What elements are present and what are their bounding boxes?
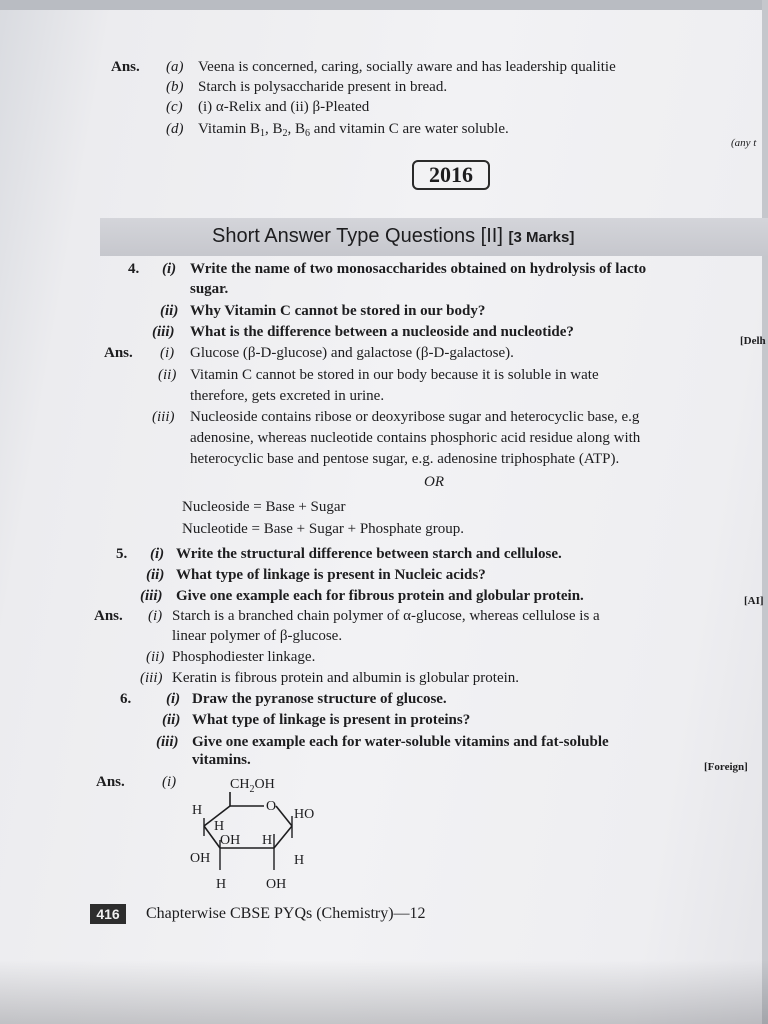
q5-ans-iii-marker: (iii) bbox=[140, 670, 163, 686]
q4-part-iii-text: What is the difference between a nucleoside and nucleotide? bbox=[190, 324, 574, 340]
section-title: Short Answer Type Questions [II] [3 Marks] bbox=[212, 225, 575, 247]
q5-source-tag: [AI] bbox=[744, 595, 764, 607]
ring-bond-c2-c1 bbox=[274, 826, 292, 848]
h-label-c4-top: H bbox=[192, 803, 203, 818]
ring-bond-o-c1 bbox=[276, 806, 292, 826]
section-marks: [3 Marks] bbox=[508, 229, 575, 246]
q5-ans-ii-marker: (ii) bbox=[146, 649, 165, 665]
answer-text-d: Vitamin $B_1$, $B_2$, $B_6$ and vitamin C are water soluble. bbox=[198, 121, 509, 139]
page-number: 416 bbox=[90, 904, 126, 924]
q5-part-i-text: Write the structural difference between starch and cellulose. bbox=[176, 546, 562, 562]
q5-ans-i-marker: (i) bbox=[148, 608, 163, 624]
page-top-edge bbox=[0, 0, 768, 10]
q5-part-iii-text: Give one example each for fibrous protein and globular protein. bbox=[176, 588, 584, 604]
ch2oh-label: $CH_2OH$ bbox=[230, 777, 275, 795]
answer-text-b: Starch is polysaccharide present in bread. bbox=[198, 79, 448, 95]
q4-source-tag: [Delh bbox=[740, 335, 766, 347]
q6-answer-label: Ans. bbox=[96, 774, 125, 790]
h-label-c2-top: H bbox=[262, 833, 273, 848]
ho-label: HO bbox=[294, 807, 315, 822]
q4-ans-iii-marker: (iii) bbox=[152, 409, 175, 425]
oh-label-mid: OH bbox=[220, 833, 241, 848]
q6-part-ii-text: What type of linkage is present in proteins? bbox=[192, 712, 471, 728]
question-number-4: 4. bbox=[128, 261, 140, 277]
q6-part-ii-marker: (ii) bbox=[162, 712, 181, 728]
q4-part-i-text: Write the name of two monosaccharides obtained on hydrolysis of lacto bbox=[190, 261, 647, 277]
h-label-c5: H bbox=[214, 819, 225, 834]
q4-part-iii-marker: (iii) bbox=[152, 324, 175, 340]
ring-oxygen-label: O bbox=[266, 799, 277, 814]
h-label-bottom: H bbox=[216, 877, 227, 892]
q6-part-iii-text-cont: vitamins. bbox=[192, 752, 251, 768]
answer-text-a: Veena is concerned, caring, socially aware and has leadership qualitie bbox=[198, 59, 616, 75]
q4-ans-iii-text-1: Nucleoside contains ribose or deoxyribose sugar and heterocyclic base, e.g bbox=[190, 409, 640, 425]
q4-part-i-text-cont: sugar. bbox=[190, 281, 229, 297]
answer-marker-c: (c) bbox=[166, 99, 183, 115]
q4-part-i-marker: (i) bbox=[162, 261, 177, 277]
q6-part-i-marker: (i) bbox=[166, 691, 181, 707]
year-heading: 2016 bbox=[412, 160, 490, 190]
q4-ans-iii-text-2: adenosine, whereas nucleotide contains phosphoric acid residue along with bbox=[190, 430, 641, 446]
q4-part-ii-text: Why Vitamin C cannot be stored in our body? bbox=[190, 303, 486, 319]
q5-part-i-marker: (i) bbox=[150, 546, 165, 562]
q4-part-ii-marker: (ii) bbox=[160, 303, 179, 319]
nucleoside-equation: Nucleoside = Base + Sugar bbox=[182, 499, 346, 515]
h-label-c1-bottom: H bbox=[294, 853, 305, 868]
q4-ans-i-text: Glucose (β-D-glucose) and galactose (β-D-galactose). bbox=[190, 345, 514, 361]
q5-part-ii-marker: (ii) bbox=[146, 567, 165, 583]
oh-label-left: OH bbox=[190, 851, 211, 866]
oh-label-bottom: OH bbox=[266, 877, 287, 892]
book-title-footer: Chapterwise CBSE PYQs (Chemistry)—12 bbox=[146, 905, 426, 922]
page-right-edge bbox=[762, 0, 768, 1024]
q5-part-iii-marker: (iii) bbox=[140, 588, 163, 604]
q5-ans-i-text-cont: linear polymer of β-glucose. bbox=[172, 628, 343, 644]
q6-part-iii-marker: (iii) bbox=[156, 734, 179, 750]
q5-ans-i-text: Starch is a branched chain polymer of α-glucose, whereas cellulose is a bbox=[172, 608, 600, 624]
question-number-6: 6. bbox=[120, 691, 132, 707]
q4-answer-label: Ans. bbox=[104, 345, 133, 361]
q5-ans-iii-text: Keratin is fibrous protein and albumin is globular protein. bbox=[172, 670, 520, 686]
answer-note: (any t bbox=[731, 137, 757, 149]
answer-marker-d: (d) bbox=[166, 121, 184, 137]
q5-answer-label: Ans. bbox=[94, 608, 123, 624]
q4-ans-iii-text-3: heterocyclic base and pentose sugar, e.g. adenosine triphosphate (ATP). bbox=[190, 451, 620, 467]
q4-ans-i-marker: (i) bbox=[160, 345, 175, 361]
glucose-pyranose-structure bbox=[180, 772, 350, 894]
nucleotide-equation: Nucleotide = Base + Sugar + Phosphate group. bbox=[182, 521, 464, 537]
answer-marker-b: (b) bbox=[166, 79, 184, 95]
q6-part-i-text: Draw the pyranose structure of glucose. bbox=[192, 691, 447, 707]
q6-source-tag: [Foreign] bbox=[704, 761, 748, 773]
q6-ans-i-marker: (i) bbox=[162, 774, 177, 790]
q6-part-iii-text: Give one example each for water-soluble vitamins and fat-soluble bbox=[192, 734, 609, 750]
q5-ans-ii-text: Phosphodiester linkage. bbox=[172, 649, 316, 665]
answer-label: Ans. bbox=[111, 59, 140, 75]
q4-ans-ii-text-cont: therefore, gets excreted in urine. bbox=[190, 388, 385, 404]
q5-part-ii-text: What type of linkage is present in Nucleic acids? bbox=[176, 567, 486, 583]
answer-text-c: (i) α-Relix and (ii) β-Pleated bbox=[198, 99, 370, 115]
bottom-shadow bbox=[0, 960, 768, 1024]
q4-ans-ii-text: Vitamin C cannot be stored in our body because it is soluble in wate bbox=[190, 367, 599, 383]
q4-ans-ii-marker: (ii) bbox=[158, 367, 177, 383]
answer-marker-a: (a) bbox=[166, 59, 184, 75]
question-number-5: 5. bbox=[116, 546, 128, 562]
or-divider: OR bbox=[424, 474, 444, 490]
